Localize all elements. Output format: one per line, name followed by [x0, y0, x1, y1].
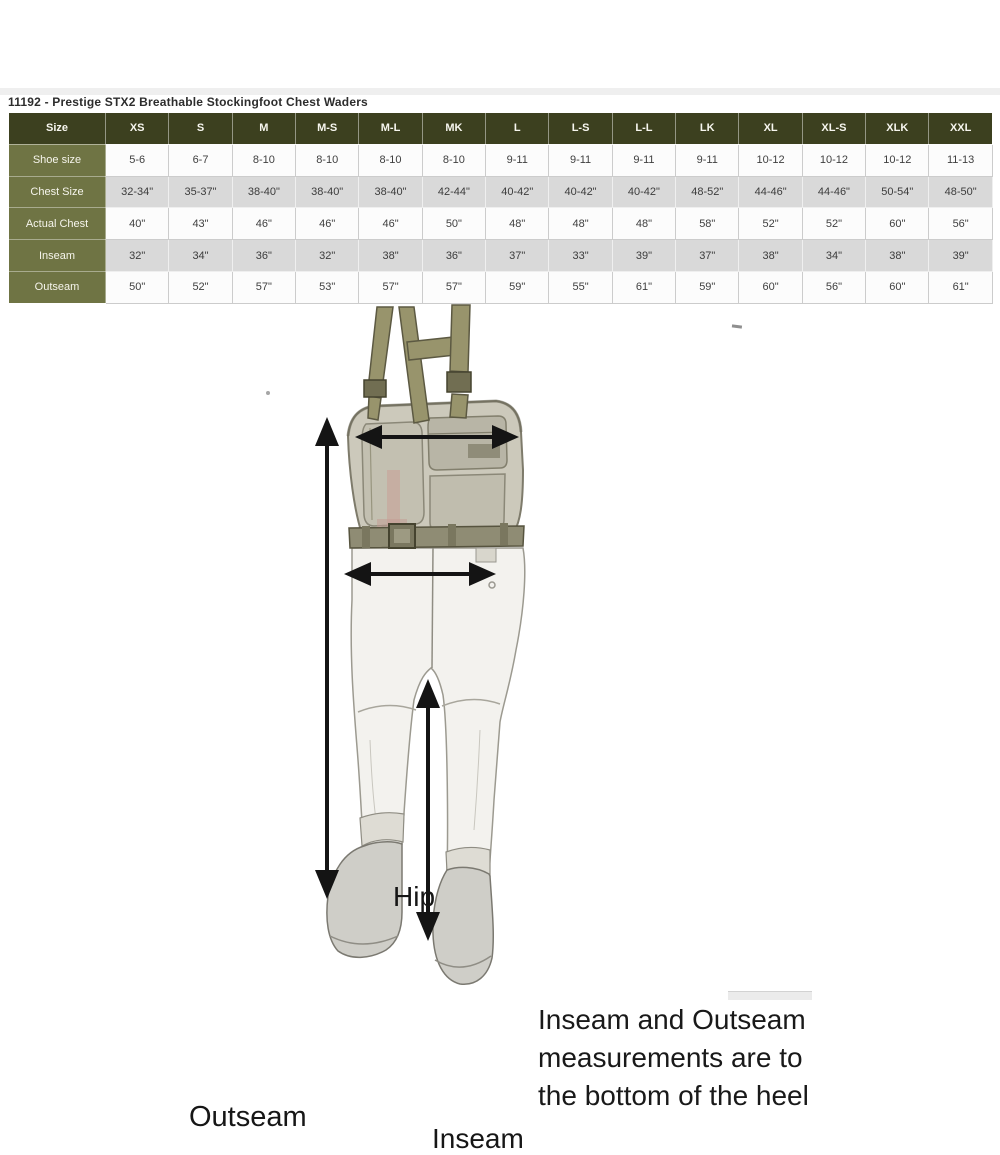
size-value-cell: 50"	[422, 208, 485, 240]
size-value-cell: 48-50"	[929, 176, 992, 208]
row-label: Outseam	[9, 271, 106, 303]
size-value-cell: 9-11	[486, 144, 549, 176]
size-value-cell: 35-37"	[169, 176, 232, 208]
size-value-cell: 38-40"	[232, 176, 295, 208]
size-value-cell: 8-10	[422, 144, 485, 176]
table-row	[9, 240, 993, 272]
size-value-cell: 58"	[676, 208, 739, 240]
size-value-cell: 38-40"	[359, 176, 422, 208]
size-column-header: XS	[106, 113, 169, 145]
size-value-cell: 60"	[739, 271, 802, 303]
size-value-cell: 32"	[106, 240, 169, 272]
table-row	[9, 176, 993, 208]
size-value-cell: 46"	[296, 208, 359, 240]
wader-chest-bib	[348, 401, 523, 534]
size-chart-table	[8, 112, 993, 304]
size-column-header: XXL	[929, 113, 992, 145]
size-value-cell: 59"	[676, 271, 739, 303]
size-value-cell: 61"	[612, 271, 675, 303]
size-value-cell: 5-6	[106, 144, 169, 176]
size-value-cell: 48"	[486, 208, 549, 240]
outseam-arrowhead-top	[315, 417, 339, 446]
row-label: Chest Size	[9, 176, 106, 208]
size-value-cell: 40-42"	[612, 176, 675, 208]
size-value-cell: 38"	[359, 240, 422, 272]
table-row	[9, 208, 993, 240]
size-value-cell: 39"	[929, 240, 992, 272]
size-value-cell: 48"	[549, 208, 612, 240]
inseam-label: Inseam	[432, 1123, 524, 1154]
size-value-cell: 44-46"	[739, 176, 802, 208]
size-value-cell: 50"	[106, 271, 169, 303]
measurement-note-line: Inseam and Outseam	[538, 1004, 806, 1035]
size-value-cell: 38"	[866, 240, 929, 272]
left-strap-buckle	[364, 380, 386, 397]
size-column-header: L-L	[612, 113, 675, 145]
size-column-header: L	[486, 113, 549, 145]
size-value-cell: 9-11	[549, 144, 612, 176]
wader-legs	[351, 548, 525, 876]
size-value-cell: 10-12	[866, 144, 929, 176]
size-column-header: XL-S	[802, 113, 865, 145]
measurement-note	[538, 1001, 809, 1115]
size-value-cell: 57"	[422, 271, 485, 303]
size-value-cell: 57"	[359, 271, 422, 303]
wader-illustration	[0, 300, 1000, 1000]
size-value-cell: 32"	[296, 240, 359, 272]
size-value-cell: 42-44"	[422, 176, 485, 208]
size-value-cell: 11-13	[929, 144, 992, 176]
size-value-cell: 55"	[549, 271, 612, 303]
size-value-cell: 6-7	[169, 144, 232, 176]
size-value-cell: 34"	[169, 240, 232, 272]
title-band	[0, 88, 1000, 95]
row-label: Shoe size	[9, 144, 106, 176]
hip-label: Hip	[393, 881, 436, 912]
row-label: Actual Chest	[9, 208, 106, 240]
size-value-cell: 33"	[549, 240, 612, 272]
size-value-cell: 59"	[486, 271, 549, 303]
size-value-cell: 46"	[232, 208, 295, 240]
measurement-diagram	[0, 300, 1000, 1154]
size-column-header: M-L	[359, 113, 422, 145]
size-column-header: L-S	[549, 113, 612, 145]
size-value-cell: 56"	[802, 271, 865, 303]
size-value-cell: 8-10	[296, 144, 359, 176]
size-value-cell: 60"	[866, 208, 929, 240]
size-value-cell: 38-40"	[296, 176, 359, 208]
size-value-cell: 60"	[866, 271, 929, 303]
size-value-cell: 44-46"	[802, 176, 865, 208]
size-value-cell: 37"	[486, 240, 549, 272]
size-value-cell: 57"	[232, 271, 295, 303]
size-value-cell: 48"	[612, 208, 675, 240]
size-chart-corner-header: Size	[9, 113, 106, 145]
size-value-cell: 52"	[802, 208, 865, 240]
size-column-header: LK	[676, 113, 739, 145]
size-value-cell: 50-54"	[866, 176, 929, 208]
size-value-cell: 39"	[612, 240, 675, 272]
size-value-cell: 56"	[929, 208, 992, 240]
bottom-scrollbar-fragment[interactable]	[728, 991, 812, 1000]
measurement-note-line: measurements are to	[538, 1042, 803, 1073]
scan-marks	[266, 324, 742, 395]
size-value-cell: 53"	[296, 271, 359, 303]
size-value-cell: 37"	[676, 240, 739, 272]
size-value-cell: 40-42"	[549, 176, 612, 208]
table-row	[9, 271, 993, 303]
size-value-cell: 32-34"	[106, 176, 169, 208]
size-chart-header-row	[9, 113, 993, 145]
suspender-straps	[364, 305, 471, 423]
size-value-cell: 40"	[106, 208, 169, 240]
size-value-cell: 52"	[739, 208, 802, 240]
size-value-cell: 52"	[169, 271, 232, 303]
size-column-header: S	[169, 113, 232, 145]
size-value-cell: 38"	[739, 240, 802, 272]
outseam-label: Outseam	[189, 1101, 307, 1133]
size-value-cell: 61"	[929, 271, 992, 303]
size-value-cell: 10-12	[802, 144, 865, 176]
size-column-header: M	[232, 113, 295, 145]
size-value-cell: 36"	[422, 240, 485, 272]
size-value-cell: 36"	[232, 240, 295, 272]
right-strap-buckle	[447, 372, 471, 392]
size-value-cell: 9-11	[676, 144, 739, 176]
size-value-cell: 48-52"	[676, 176, 739, 208]
size-column-header: MK	[422, 113, 485, 145]
size-value-cell: 40-42"	[486, 176, 549, 208]
size-value-cell: 9-11	[612, 144, 675, 176]
size-value-cell: 8-10	[359, 144, 422, 176]
size-value-cell: 8-10	[232, 144, 295, 176]
table-row	[9, 144, 993, 176]
size-column-header: XLK	[866, 113, 929, 145]
size-column-header: XL	[739, 113, 802, 145]
size-value-cell: 43"	[169, 208, 232, 240]
size-value-cell: 34"	[802, 240, 865, 272]
measurement-note-line: the bottom of the heel	[538, 1080, 809, 1111]
row-label: Inseam	[9, 240, 106, 272]
size-chart-body	[9, 144, 993, 303]
size-column-header: M-S	[296, 113, 359, 145]
size-value-cell: 10-12	[739, 144, 802, 176]
chart-title: 11192 - Prestige STX2 Breathable Stockingfoot Chest Waders	[8, 95, 368, 109]
size-value-cell: 46"	[359, 208, 422, 240]
